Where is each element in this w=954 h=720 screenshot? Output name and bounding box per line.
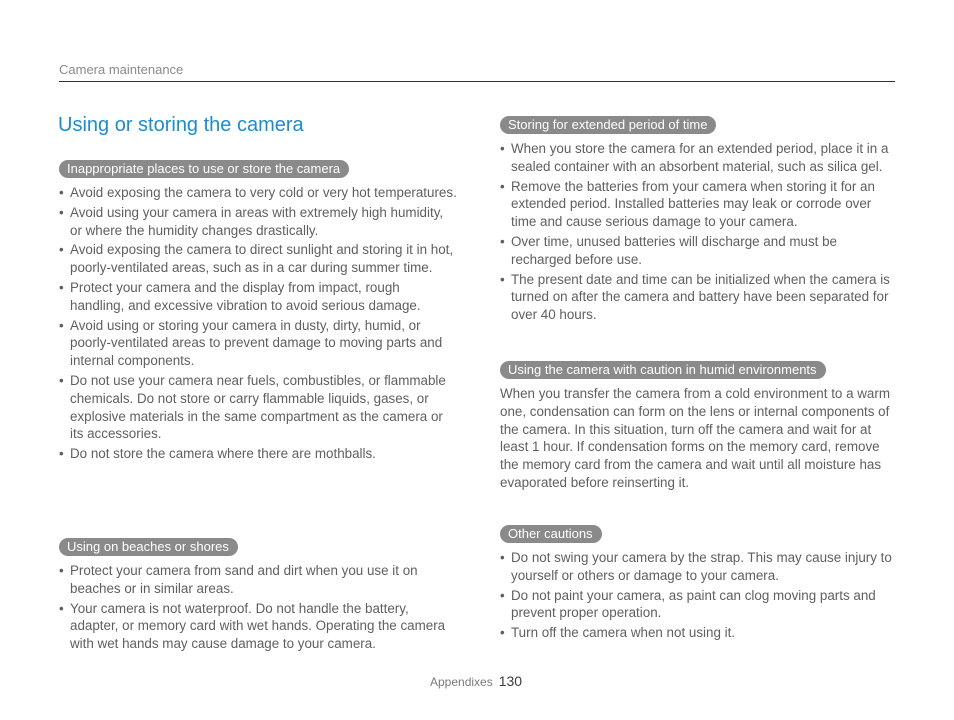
bullet-item: • Protect your camera from sand and dirt when you use it on beaches or in similar areas. xyxy=(59,562,457,598)
section-extended-storage xyxy=(500,116,898,326)
bullet-item: • Avoid exposing the camera to direct sunlight and storing it in hot, poorly-ventilated areas, such as in a car during summer time. xyxy=(59,241,457,277)
bullet-item: • Avoid using or storing your camera in dusty, dirty, humid, or poorly-ventilated areas to prevent damage to moving parts and internal components. xyxy=(59,317,457,370)
bullet-item: • Remove the batteries from your camera when storing it for an extended period. Installed batteries may leak or corrode over time and cause serious damage to your camera. xyxy=(500,178,898,231)
section-heading: Inappropriate places to use or store the camera xyxy=(59,160,349,178)
bullet-item: • When you store the camera for an extended period, place it in a sealed container with an absorbent material, such as silica gel. xyxy=(500,140,898,176)
header-divider xyxy=(59,81,895,82)
bullet-list xyxy=(500,140,898,324)
bullet-item: • Do not paint your camera, as paint can clog moving parts and prevent proper operation. xyxy=(500,587,898,623)
section-beaches xyxy=(59,538,457,655)
page-number: 130 xyxy=(498,673,523,689)
bullet-list xyxy=(500,549,898,642)
bullet-item: • Avoid using your camera in areas with extremely high humidity, or where the humidity changes drastically. xyxy=(59,204,457,240)
header-section-label: Camera maintenance xyxy=(59,62,184,77)
section-other-cautions xyxy=(500,525,898,644)
footer-label: Appendixes xyxy=(430,675,493,689)
bullet-list xyxy=(59,562,457,653)
bullet-item: • Protect your camera and the display from impact, rough handling, and excessive vibration to avoid serious damage. xyxy=(59,279,457,315)
bullet-item: • Do not swing your camera by the strap. This may cause injury to yourself or others or damage to your camera. xyxy=(500,549,898,585)
section-heading: Using on beaches or shores xyxy=(59,538,238,556)
section-humid xyxy=(500,361,898,492)
humid-paragraph: When you transfer the camera from a cold environment to a warm one, condensation can form on the lens or internal components of the camera. In this situation, turn off the camera and wait for at least 1 hour. If condensation forms on the memory card, remove the memory card from the camera and wait until all moisture has evaporated before reinserting it. xyxy=(500,386,890,490)
bullet-item: • Do not use your camera near fuels, combustibles, or flammable chemicals. Do not store or carry flammable liquids, gases, or explosive materials in the same compartment as the camera or its accessories. xyxy=(59,372,457,443)
bullet-item: • The present date and time can be initialized when the camera is turned on after the camera and battery have been separated for over 40 hours. xyxy=(500,271,898,324)
bullet-item: • Avoid exposing the camera to very cold or very hot temperatures. xyxy=(59,184,457,202)
section-heading: Other cautions xyxy=(500,525,602,543)
bullet-list xyxy=(59,184,457,463)
bullet-item: • Do not store the camera where there are mothballs. xyxy=(59,445,457,463)
bullet-item: • Turn off the camera when not using it. xyxy=(500,624,898,642)
bullet-item: • Over time, unused batteries will discharge and must be recharged before use. xyxy=(500,233,898,269)
section-heading: Using the camera with caution in humid environments xyxy=(500,361,826,379)
section-heading: Storing for extended period of time xyxy=(500,116,716,134)
section-inappropriate-places xyxy=(59,160,457,465)
page-footer xyxy=(430,673,522,689)
bullet-item: • Your camera is not waterproof. Do not handle the battery, adapter, or memory card with wet hands. Operating the camera with wet hands may cause damage to your camera. xyxy=(59,600,457,653)
page-title: Using or storing the camera xyxy=(58,114,304,136)
